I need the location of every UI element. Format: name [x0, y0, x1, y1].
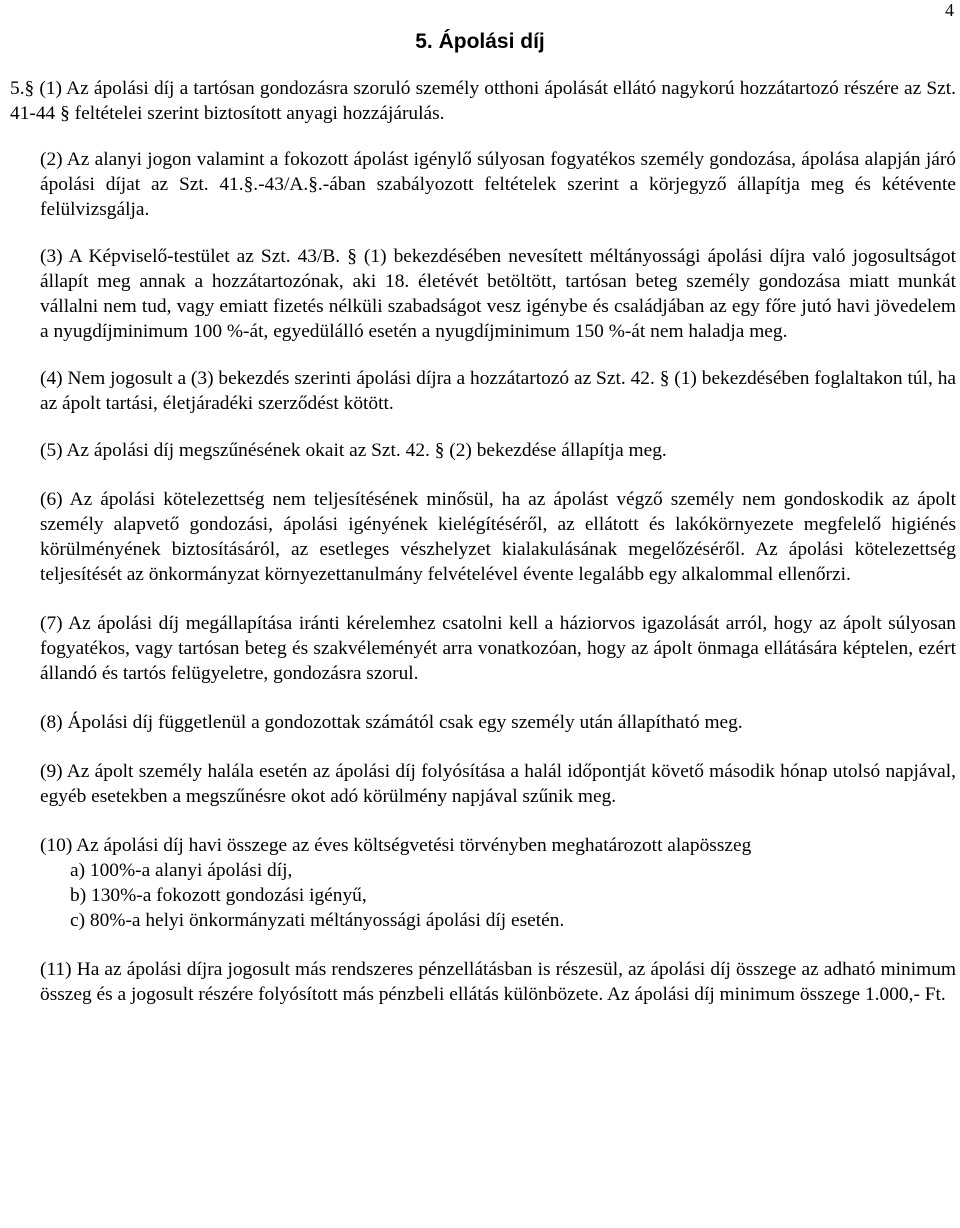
document-body	[10, 76, 956, 1007]
paragraph-10: (10) Az ápolási díj havi összege az éves költségvetési törvényben meghatározott alapösszeg	[40, 835, 752, 856]
paragraph-3: (3) A Képviselő-testület az Szt. 43/B. § (1) bekezdésében nevesített méltányossági ápolási díjra való jogosultságot állapít meg annak a hozzátartozónak, aki 18. életévét betöltött, tartósan beteg személy gondozása miatt munkát vállalni nem tud, vagy emiatt fizetés nélküli szabadságot vesz igénybe és családjában az egy főre jutó havi jövedelem a nyugdíjminimum 100 %-át, egyedülálló esetén a nyugdíjminimum 150 %-át nem haladja meg.	[40, 246, 956, 342]
amount-list	[70, 858, 956, 933]
paragraph-7: (7) Az ápolási díj megállapítása iránti kérelemhez csatolni kell a háziorvos igazolását arról, hogy az ápolt súlyosan fogyatékos, vagy tartósan beteg és szakvéleményét arra vonatkozóan, hogy az ápolt önmaga ellátására képtelen, ezért állandó és tartós felügyeletre, gondozásra szorul.	[40, 613, 956, 684]
paragraph-1: 5.§ (1) Az ápolási díj a tartósan gondozásra szoruló személy otthoni ápolását ellátó nagykorú hozzátartozó részére az Szt. 41-44 § feltételei szerint biztosított anyagi hozzájárulás.	[10, 78, 956, 124]
paragraph-2: (2) Az alanyi jogon valamint a fokozott ápolást igénylő súlyosan fogyatékos személy gondozása, ápolása alapján járó ápolási díjat az Szt. 41.§.-43/A.§.-ában szabályozott feltételek szerint a körjegyző állapítja meg és kétévente felülvizsgálja.	[40, 149, 956, 220]
paragraph-4: (4) Nem jogosult a (3) bekezdés szerinti ápolási díjra a hozzátartozó az Szt. 42. § (1) bekezdésében foglaltakon túl, ha az ápolt tartási, életjáradéki szerződést kötött.	[40, 368, 956, 414]
list-item: a) 100%-a alanyi ápolási díj,	[70, 860, 293, 881]
paragraph-9: (9) Az ápolt személy halála esetén az ápolási díj folyósítása a halál időpontját követő második hónap utolsó napjával, egyéb esetekben a megszűnésre okot adó körülmény napjával szűnik meg.	[40, 761, 956, 807]
paragraph-5: (5) Az ápolási díj megszűnésének okait az Szt. 42. § (2) bekezdése állapítja meg.	[40, 440, 667, 461]
list-item: b) 130%-a fokozott gondozási igényű,	[70, 885, 367, 906]
list-item: c) 80%-a helyi önkormányzati méltányossági ápolási díj esetén.	[70, 910, 565, 931]
paragraph-6: (6) Az ápolási kötelezettség nem teljesítésének minősül, ha az ápolást végző személy nem gondoskodik az ápolt személy alapvető gondozási, ápolási igényének kielégítéséről, az ellátott és lakókörnyezete megfelelő higiénés körülményének biztosításáról, az esetleges vészhelyzet kialakulásának megelőzéséről. Az ápolási kötelezettség teljesítését az önkormányzat környezettanulmány felvételével évente legalább egy alkalommal ellenőrzi.	[40, 489, 956, 585]
section-title: 5. Ápolási díj	[415, 30, 545, 53]
page-number: 4	[945, 0, 954, 20]
paragraph-11: (11) Ha az ápolási díjra jogosult más rendszeres pénzellátásban is részesül, az ápolási díj összege az adható minimum összeg és a jogosult részére folyósított más pénzbeli ellátás különbözete. Az ápolási díj minimum összege 1.000,- Ft.	[40, 959, 956, 1005]
paragraph-8: (8) Ápolási díj függetlenül a gondozottak számától csak egy személy után állapítható meg.	[40, 712, 743, 733]
